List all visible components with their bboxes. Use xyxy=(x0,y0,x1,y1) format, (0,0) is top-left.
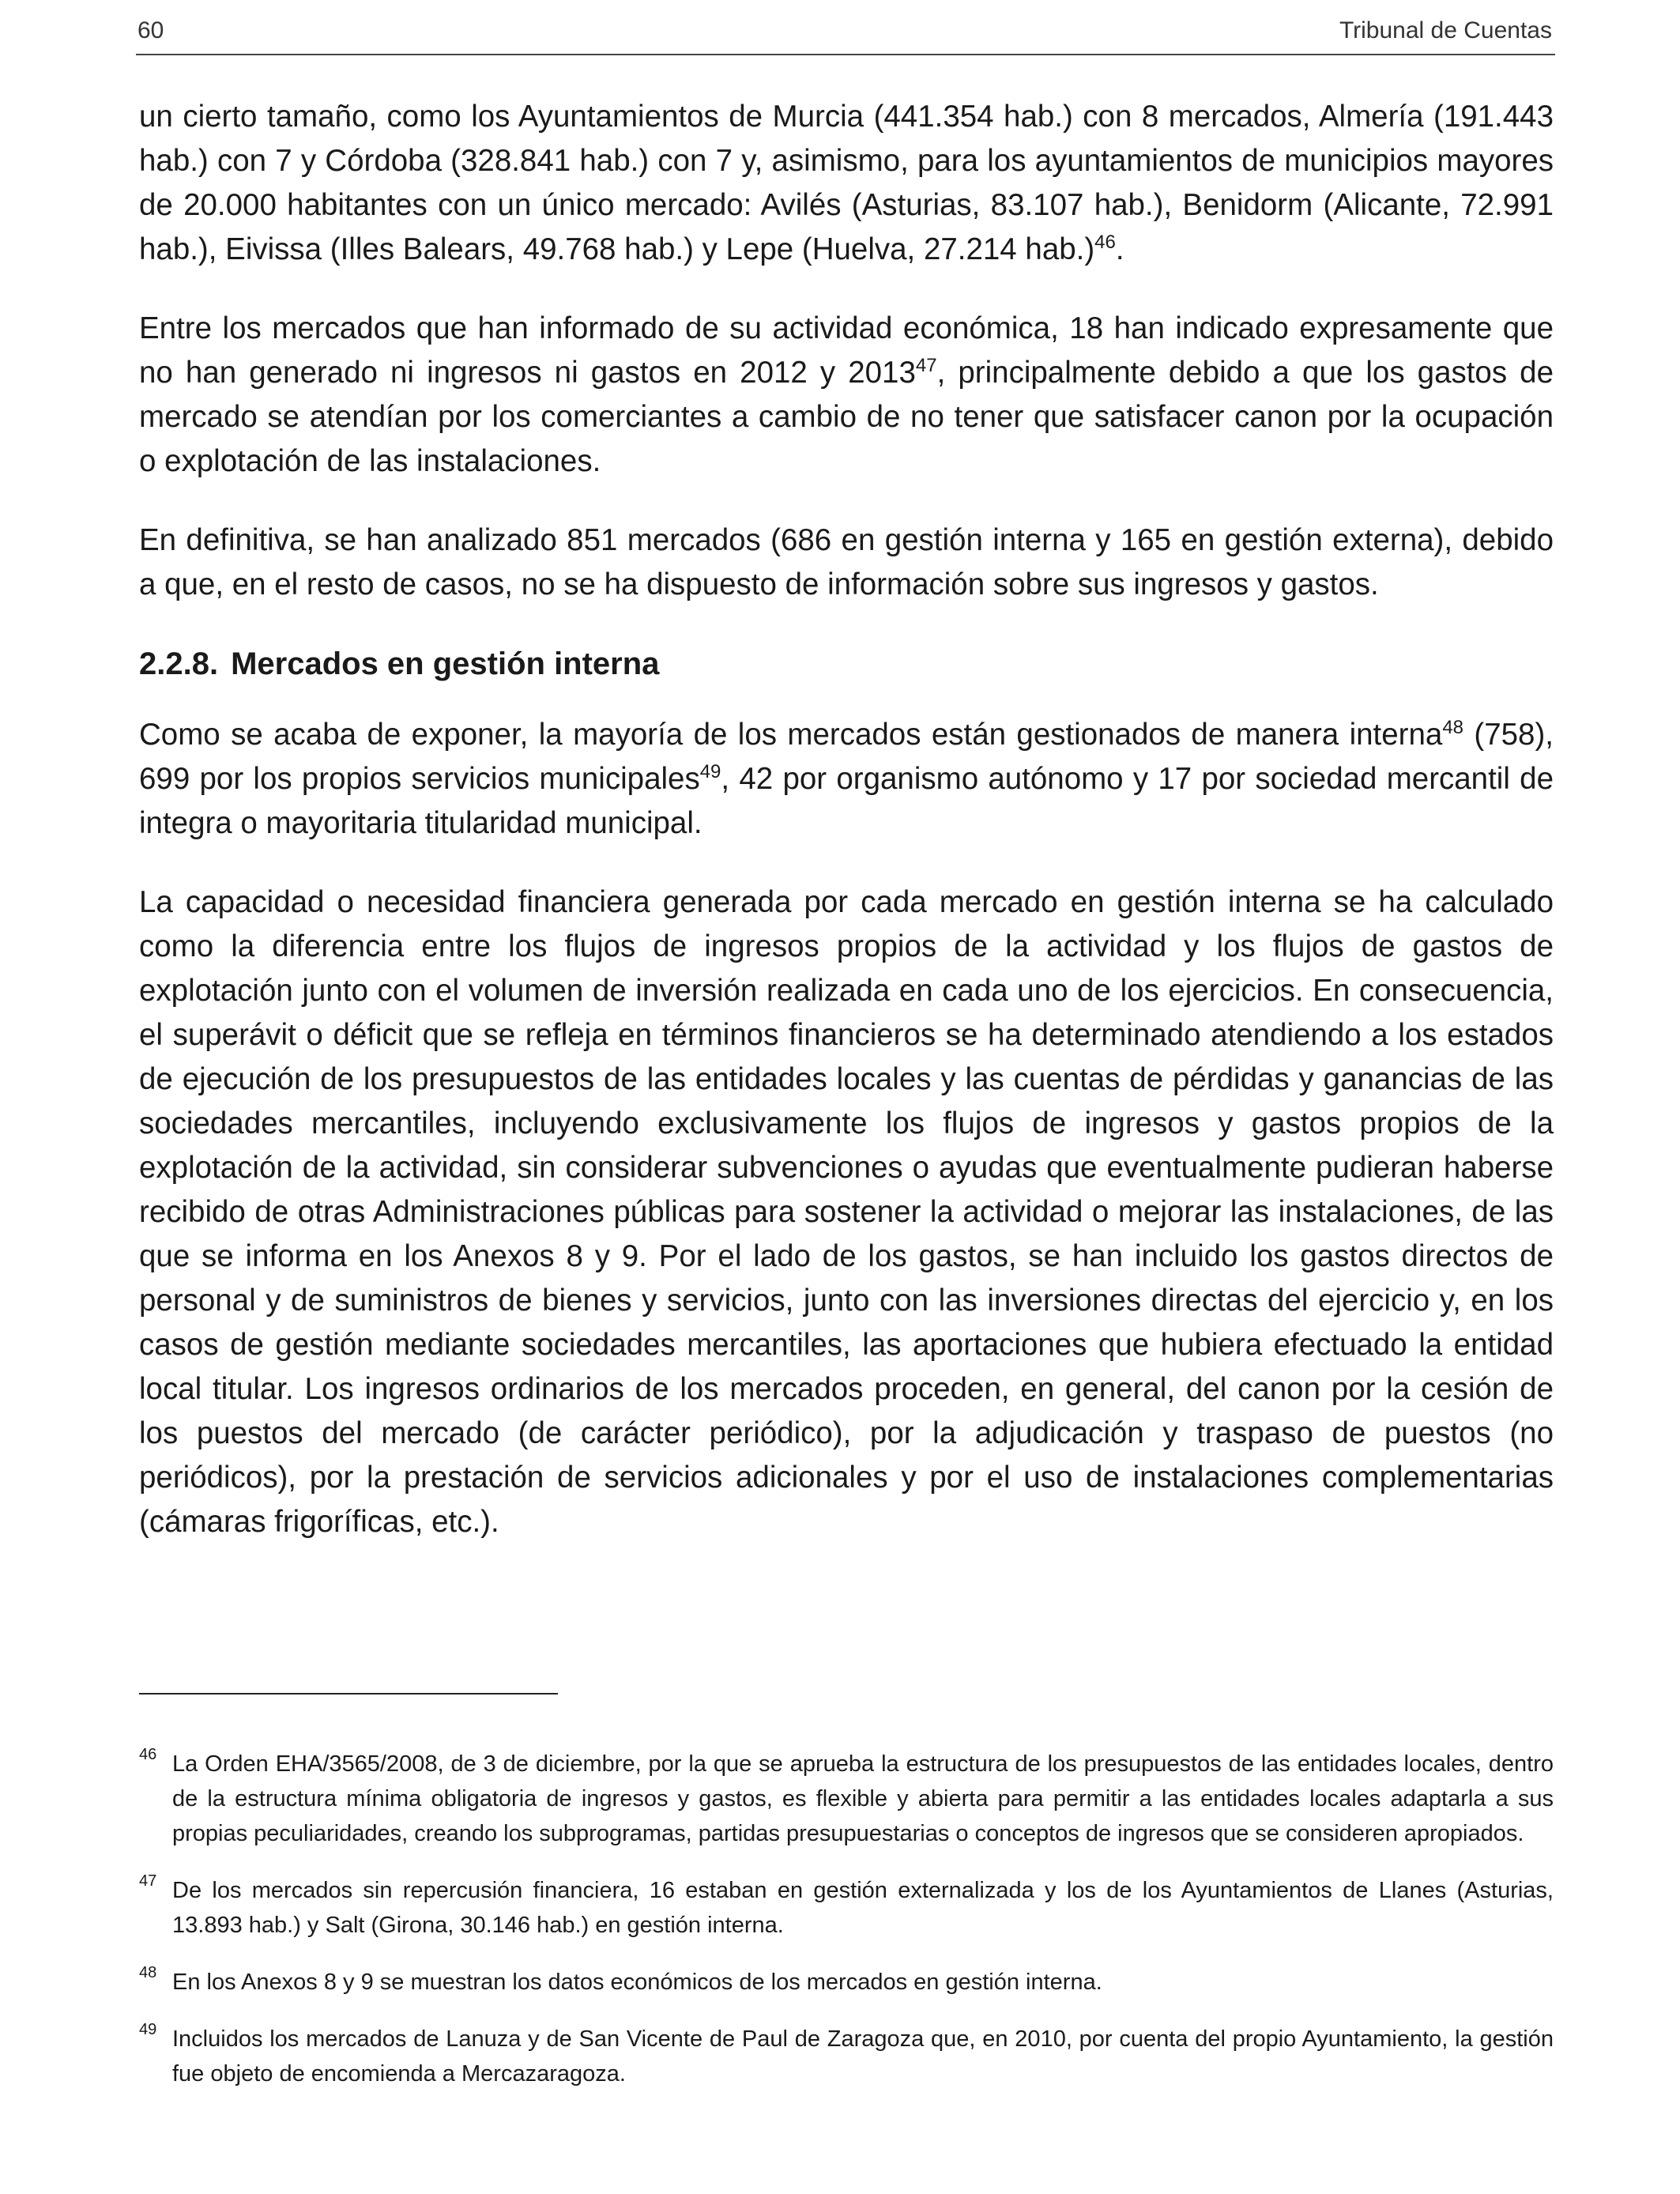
footnote-ref-47[interactable]: 47 xyxy=(915,355,937,377)
footnote-ref-48[interactable]: 48 xyxy=(1442,717,1464,739)
footnote-ref-49[interactable]: 49 xyxy=(699,761,721,783)
paragraph-4-text-c: , 42 por organismo autónomo y 17 por sociedad mercantil de integra o mayoritaria titularidad municipal. xyxy=(139,762,1554,840)
footnote-text: La Orden EHA/3565/2008, de 3 de diciembre, por la que se aprueba la estructura de los presupuestos de las entidades locales, dentro de la estructura mínima obligatoria de ingresos y gastos, es flexible y abierta para permitir a las entidades locales adaptarla a sus propias peculiaridades, creando los subprogramas, partidas presupuestarias o conceptos de ingresos que se consideren apropiados. xyxy=(172,1751,1554,1846)
page-number: 60 xyxy=(137,17,164,43)
section-heading xyxy=(139,642,1554,686)
footnote-47 xyxy=(139,1873,1554,1943)
footnote-mark: 47 xyxy=(139,1872,157,1890)
paragraph-4-text-b: (758), 699 por los propios servicios municipales xyxy=(139,718,1554,796)
footnote-49 xyxy=(139,2022,1554,2091)
section-title: Mercados en gestión interna xyxy=(231,647,660,681)
paragraph-1-text: un cierto tamaño, como los Ayuntamientos de Murcia (441.354 hab.) con 8 mercados, Almería (191.443 hab.) con 7 y Córdoba (328.841 hab.) con 7 y, asimismo, para los ayuntamientos de municipios mayores de 20.000 habitantes con un único mercado: Avilés (Asturias, 83.107 hab.), Benidorm (Alicante, 72.991 hab.), Eivissa (Illes Balears, 49.768 hab.) y Lepe (Huelva, 27.214 hab.) xyxy=(139,100,1554,266)
footnote-text: De los mercados sin repercusión financiera, 16 estaban en gestión externalizada y los de los Ayuntamientos de Llanes (Asturias, 13.893 hab.) y Salt (Girona, 30.146 hab.) en gestión interna. xyxy=(172,1878,1554,1938)
paragraph-4 xyxy=(139,713,1554,846)
body-text xyxy=(139,95,1554,1579)
footnote-46 xyxy=(139,1747,1554,1851)
paragraph-2 xyxy=(139,307,1554,484)
paragraph-5: La capacidad o necesidad financiera generada por cada mercado en gestión interna se ha calculado como la diferencia entre los flujos de ingresos propios de la actividad y los flujos de gastos de explotación junto con el volumen de inversión realizada en cada uno de los ejercicios. En consecuencia, el superávit o déficit que se refleja en términos financieros se ha determinado atendiendo a los estados de ejecución de los presupuestos de las entidades locales y las cuentas de pérdidas y ganancias de las sociedades mercantiles, incluyendo exclusivamente los flujos de ingresos y gastos propios de la explotación de la actividad, sin considerar subvenciones o ayudas que eventualmente pudieran haberse recibido de otras Administraciones públicas para sostener la actividad o mejorar las instalaciones, de las que se informa en los Anexos 8 y 9. Por el lado de los gastos, se han incluido los gastos directos de personal y de suministros de bienes y servicios, junto con las inversiones directas del ejercicio y, en los casos de gestión mediante sociedades mercantiles, las aportaciones que hubiera efectuado la entidad local titular. Los ingresos ordinarios de los mercados proceden, en general, del canon por la cesión de los puestos del mercado (de carácter periódico), por la adjudicación y traspaso de puestos (no periódicos), por la prestación de servicios adicionales y por el uso de instalaciones complementarias (cámaras frigoríficas, etc.). xyxy=(139,885,1554,1539)
footnotes xyxy=(139,1747,1554,2113)
footnote-mark: 49 xyxy=(139,2021,157,2038)
footnote-text: Incluidos los mercados de Lanuza y de San Vicente de Paul de Zaragoza que, en 2010, por cuenta del propio Ayuntamiento, la gestión fue objeto de encomienda a Mercazaragoza. xyxy=(172,2026,1554,2087)
footnote-ref-46[interactable]: 46 xyxy=(1094,232,1116,254)
running-title: Tribunal de Cuentas xyxy=(1339,17,1552,43)
paragraph-4-text-a: Como se acaba de exponer, la mayoría de los mercados están gestionados de manera interna xyxy=(139,718,1443,752)
paragraph-3: En definitiva, se han analizado 851 mercados (686 en gestión interna y 165 en gestión externa), debido a que, en el resto de casos, no se ha dispuesto de información sobre sus ingresos y gastos. xyxy=(139,523,1554,601)
paragraph-2-text-a: Entre los mercados que han informado de su actividad económica, 18 han indicado expresamente que no han generado ni ingresos ni gastos en 2012 y 2013 xyxy=(139,311,1554,390)
page-header xyxy=(136,17,1555,55)
paragraph-1 xyxy=(139,95,1554,272)
footnote-mark: 46 xyxy=(139,1746,157,1763)
paragraph-1-end: . xyxy=(1115,232,1124,266)
section-number: 2.2.8. xyxy=(139,647,219,681)
footnote-mark: 48 xyxy=(139,1964,157,1981)
paragraph-2-text-b: , principalmente debido a que los gastos de mercado se atendían por los comerciantes a cambio de no tener que satisfacer canon por la ocupación o explotación de las instalaciones. xyxy=(139,356,1554,478)
footnote-48 xyxy=(139,1965,1554,2000)
footnote-text: En los Anexos 8 y 9 se muestran los datos económicos de los mercados en gestión interna. xyxy=(172,1970,1102,1995)
footnote-separator xyxy=(139,1693,558,1695)
